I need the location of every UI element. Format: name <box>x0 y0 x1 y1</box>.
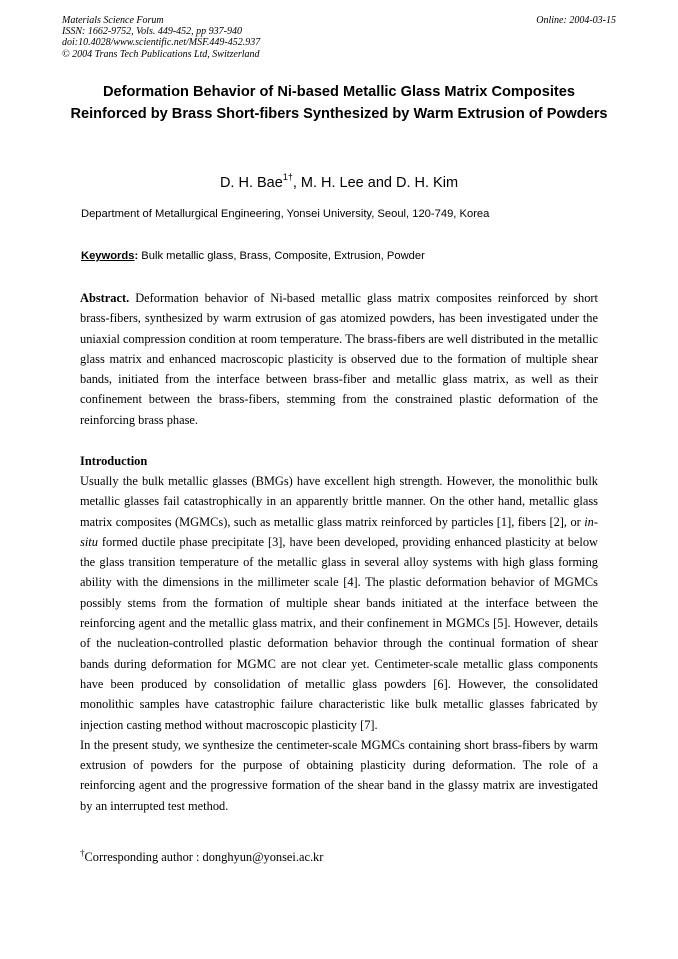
keywords-line <box>81 249 425 263</box>
footnote-mark: † <box>80 848 85 858</box>
affiliation: Department of Metallurgical Engineering, Yonsei University, Seoul, 120-749, Korea <box>81 208 490 220</box>
footnote-text: Corresponding author : donghyun@yonsei.ac.kr <box>84 850 324 864</box>
intro-p1-italic: in-situ <box>80 514 598 549</box>
author-affiliation-mark: 1† <box>282 172 293 182</box>
journal-header <box>62 15 260 60</box>
copyright-line: © 2004 Trans Tech Publications Ltd, Switzerland <box>62 48 260 60</box>
intro-p1-text-b: formed ductile phase precipitate [3], have been developed, providing enhanced plasticity at below the glass transition temperature of the metallic glass in several alloy systems with high glass forming ability with the dimensions in the millimeter scale [4]. The plastic deformation behavior of MGMCs possibly stems from the formation of multiple shear bands initiated at the interface between the reinforcing agent and the metallic glass matrix, and their confinement in MGMCs [5]. However, details of the nucleation-controlled plastic deformation behavior through the continual formation of shear bands during deformation for MGMC are not clear yet. Centimeter-scale metallic glass components have been produced by consolidation of metallic glass powders [6]. However, the consolidated monolithic samples have catastrophic failure characteristic like bulk metallic glasses fabricated by injection casting method without macroscopic plasticity [7]. <box>80 534 598 732</box>
introduction-heading: Introduction <box>80 454 148 468</box>
introduction-body <box>80 471 598 816</box>
abstract <box>80 288 598 430</box>
introduction-paragraph-2: In the present study, we synthesize the centimeter-scale MGMCs containing short brass-fibers by warm extrusion of powders for the purpose of obtaining plasticity during deformation. The role of a reinforcing agent and the progressive formation of the shear band in the glassy matrix are investigated by an interrupted test method. <box>80 737 598 813</box>
online-date: Online: 2004-03-15 <box>536 15 616 26</box>
keywords-label: Keywords <box>81 250 135 262</box>
author-first: D. H. Bae <box>219 175 283 191</box>
intro-p1-text-a: Usually the bulk metallic glasses (BMGs) have excellent high strength. However, the monolithic bulk metallic glasses fail catastrophically in an apparently brittle manner. On the other hand, metallic glass matrix composites (MGMCs), such as metallic glass matrix reinforced by particles [1], fibers [2], or <box>80 474 598 529</box>
doi-line: doi:10.4028/www.scientific.net/MSF.449-452.937 <box>62 37 261 49</box>
paper-title: Deformation Behavior of Ni-based Metallic Glass Matrix Composites Reinforced by Brass Short-fibers Synthesized by Warm Extrusion of Powders <box>70 84 608 122</box>
author-others: , M. H. Lee and D. H. Kim <box>292 175 459 191</box>
keywords-colon: : <box>134 250 139 262</box>
keywords-text: Bulk metallic glass, Brass, Composite, Extrusion, Powder <box>138 250 425 262</box>
author-list <box>70 174 608 192</box>
issn-line: ISSN: 1662-9752, Vols. 449-452, pp 937-940 <box>62 26 242 38</box>
corresponding-author-footnote <box>80 848 323 866</box>
journal-name: Materials Science Forum <box>62 15 164 26</box>
abstract-text: Deformation behavior of Ni-based metallic glass matrix composites reinforced by short brass-fibers, synthesized by warm extrusion of gas atomized powders, has been investigated under the uniaxial compression condition at room temperature. The brass-fibers are well distributed in the metallic glass matrix and enhanced macroscopic plasticity is observed due to the formation of multiple shear bands, initiated from the interface between brass-fiber and metallic glass matrix, as well as their confinement between the brass-fibers, stemming from the constrained plastic deformation of the reinforcing brass phase. <box>80 291 598 427</box>
introduction-paragraph-1 <box>80 471 598 735</box>
abstract-label: Abstract. <box>80 291 130 305</box>
